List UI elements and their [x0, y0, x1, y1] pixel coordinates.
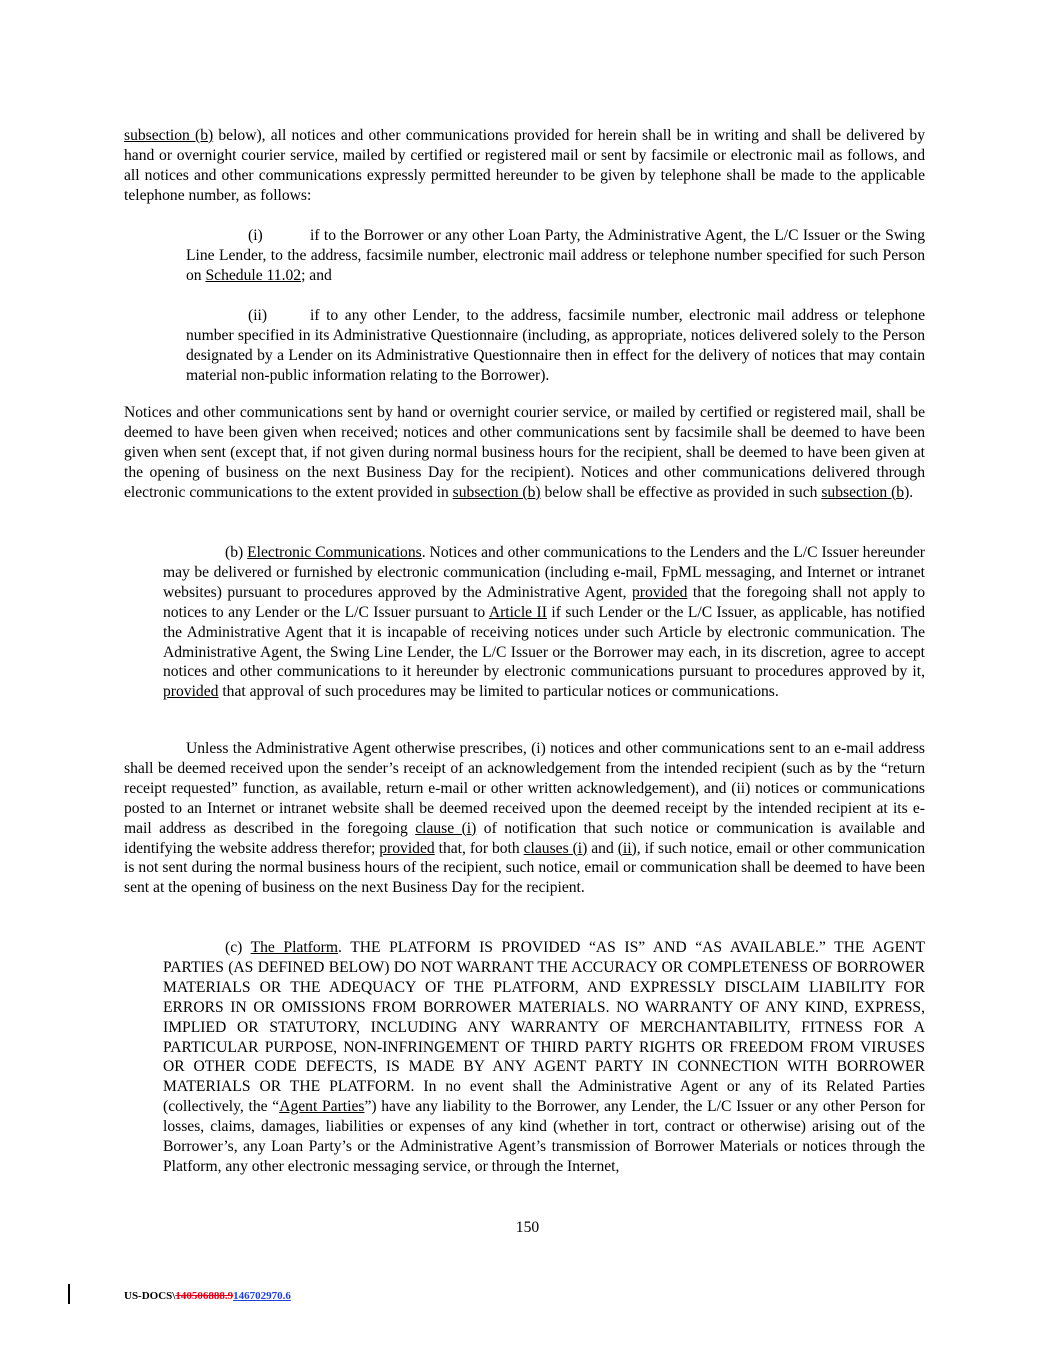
- clauses-i-reference: clauses (i): [523, 839, 588, 857]
- provided-term-3: provided: [379, 839, 435, 857]
- page-number: 150: [515, 1219, 540, 1236]
- clause-i: (i) if to the Borrower or any other Loan Party, the Administrative Agent, the L/C Issuer or the Swing Line Lender, to the address, facsimile number, electronic mail address or telephone number specified for such Person on Schedule 11.02; and: [186, 227, 925, 284]
- paragraph-unless: Unless the Administrative Agent otherwise prescribes, (i) notices and other communications sent to an e-mail address shall be deemed received upon the sender’s receipt of an acknowledgement from the intended recipient (such as by the “return receipt requested” function, as available, return e-mail or other written acknowledgement), and (ii) notices or communications posted to an Internet or intranet website shall be deemed received upon the deemed receipt by the intended recipient at its e-mail address as described in the foregoing clause (i) of notification that such notice or communication is available and identifying the website address therefor; provided that, for both clauses (i) and (ii), if such notice, email or other communication is not sent during the normal business hours of the recipient, such notice, email or communication shall be deemed to have been sent at the opening of business on the next Business Day for the recipient.: [124, 740, 926, 897]
- subsection-b-reference-2: subsection (b): [821, 483, 910, 501]
- change-bar: [68, 1284, 70, 1304]
- footer-inserted-id: 146702970.6: [233, 1290, 291, 1302]
- subsection-b-reference: subsection (b): [124, 127, 214, 144]
- footer-deleted-id: 140506888.9: [175, 1290, 234, 1302]
- schedule-reference: Schedule 11.02: [205, 266, 302, 284]
- clause-i-reference: clause (i): [415, 819, 477, 837]
- paragraph-intro: subsection (b) below), all notices and other communications provided for herein shall be in writing and shall be delivered by hand or overnight courier service, mailed by certified or registered mail or sent by facsimile or electronic mail as follows, and all notices and other communications expressly permitted hereunder to be given by telephone shall be made to the applicable telephone number, as follows:: [124, 127, 925, 204]
- clause-ii: (ii) if to any other Lender, to the address, facsimile number, electronic mail address or telephone number specified in its Administrative Questionnaire (including, as appropriate, notices delivered solely to the Person designated by a Lender on its Administrative Questionnaire then in effect for the delivery of notices that may contain material non-public information relating to the Borrower).: [186, 307, 925, 384]
- provided-term-1: provided: [631, 583, 688, 601]
- paragraph-notices-deemed: Notices and other communications sent by hand or overnight courier service, or mailed by certified or registered mail, shall be deemed to have been given when received; notices and other communications sent by facsimile shall be deemed to have been given when sent (except that, if not given during normal business hours for the recipient, shall be deemed to have been given at the opening of business on the next Business Day for the recipient). Notices and other communications delivered through electronic communications to the extent provided in subsection (b) below shall be effective as provided in such subsection (b).: [124, 404, 925, 501]
- section-c-platform: (c) The Platform. THE PLATFORM IS PROVIDED “AS IS” AND “AS AVAILABLE.” THE AGENT PARTIES (AS DEFINED BELOW) DO NOT WARRANT THE ACCURACY OR COMPLETENESS OF BORROWER MATERIALS OR THE ADEQUACY OF THE PLATFORM, AND EXPRESSLY DISCLAIM LIABILITY FOR ERRORS IN OR OMISSIONS FROM BORROWER MATERIALS. NO WARRANTY OF ANY KIND, EXPRESS, IMPLIED OR STATUTORY, INCLUDING ANY WARRANTY OF MERCHANTABILITY, FITNESS FOR A PARTICULAR PURPOSE, NON-INFRINGEMENT OF THIRD PARTY RIGHTS OR FREEDOM FROM VIRUSES OR OTHER CODE DEFECTS, IS MADE BY ANY AGENT PARTY IN CONNECTION WITH BORROWER MATERIALS OR THE PLATFORM. In no event shall the Administrative Agent or any of its Related Parties (collectively, the “Agent Parties”) have any liability to the Borrower, any Lender, the L/C Issuer or any other Person for losses, claims, damages, liabilities or expenses of any kind (whether in tort, contract or otherwise) arising out of the Borrower’s, any Loan Party’s or the Administrative Agent’s transmission of Borrower Materials or notices through the Platform, any other electronic messaging service, or through the Internet,: [163, 939, 925, 1175]
- clause-ii-reference: (ii): [617, 839, 637, 857]
- section-c-heading: The Platform: [250, 939, 338, 956]
- article-ii-reference: Article II: [488, 603, 547, 621]
- subsection-b-reference-1: subsection (b): [452, 483, 541, 501]
- agent-parties-term: Agent Parties: [279, 1098, 365, 1116]
- section-b-electronic-communications: (b) Electronic Communications. Notices and other communications to the Lenders and the L/C Issuer hereunder may be delivered or furnished by electronic communication (including e-mail, FpML messaging, and Internet or intranet websites) pursuant to procedures approved by the Administrative Agent, provided that the foregoing shall not apply to notices to any Lender or the L/C Issuer pursuant to Article II if such Lender or the L/C Issuer, as applicable, has notified the Administrative Agent that it is incapable of receiving notices under such Article by electronic communication. The Administrative Agent, the Swing Line Lender, the L/C Issuer or the Borrower may each, in its discretion, agree to accept notices and other communications to it hereunder by electronic communications pursuant to procedures approved by it, provided that approval of such procedures may be limited to particular notices or communications.: [163, 544, 926, 701]
- footer-prefix: US-DOCS\: [124, 1290, 176, 1302]
- clause-i-number: (i): [248, 227, 263, 244]
- clause-ii-number: (ii): [248, 307, 268, 324]
- section-b-heading: Electronic Communications: [247, 544, 422, 561]
- document-footer: [124, 1289, 291, 1303]
- provided-term-2: provided: [163, 683, 219, 701]
